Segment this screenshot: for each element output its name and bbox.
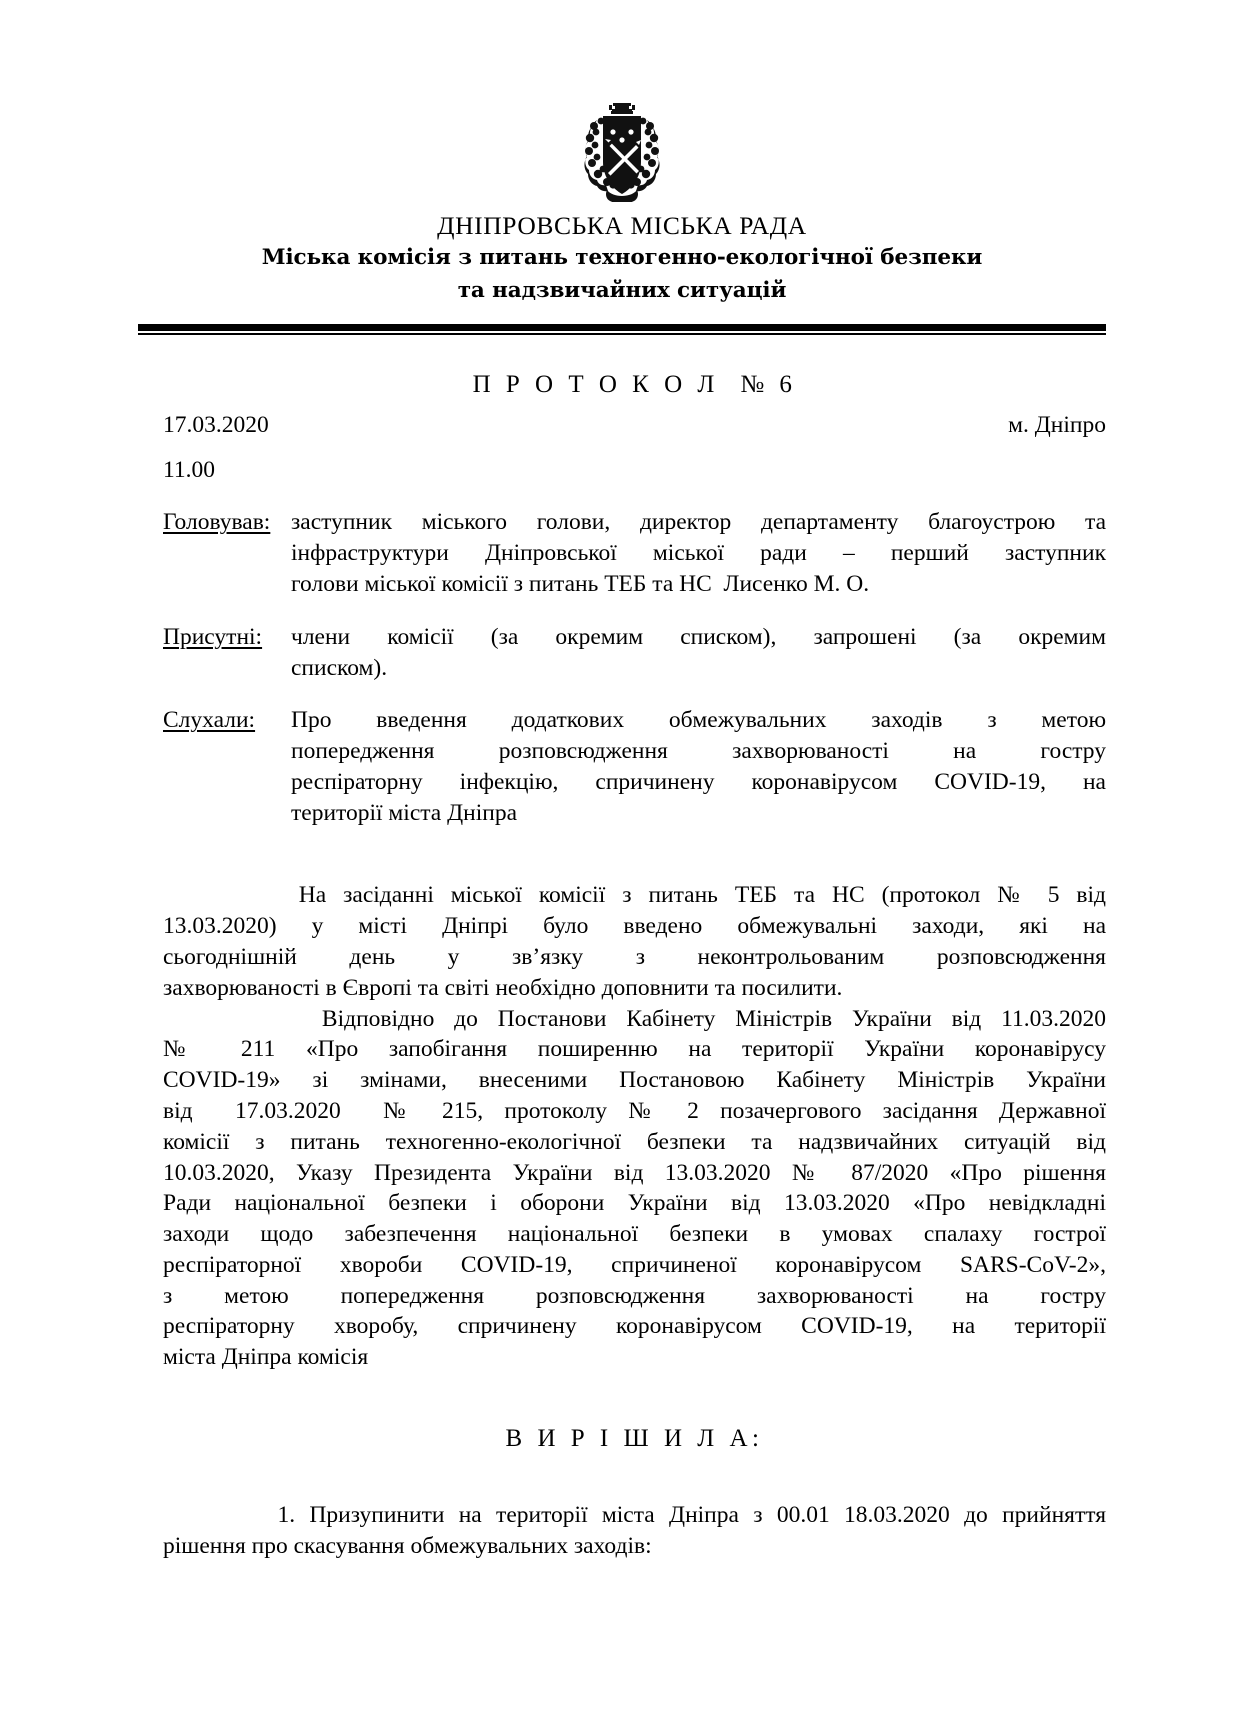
text-line: сьогоднішній день у зв’язку з неконтрольованим розповсюдження	[163, 944, 1106, 971]
text-line: голови міської комісії з питань ТЕБ та НС Лисенко М. О.	[291, 571, 870, 598]
text-line: COVID-19» зі змінами, внесеними Постановою Кабінету Міністрів України	[163, 1067, 1106, 1094]
commission-title-line-2: та надзвичайних ситуацій	[457, 277, 787, 303]
text-line: Ради національної безпеки і оборони України від 13.03.2020 «Про невідкладні	[163, 1190, 1106, 1217]
document-place: м. Дніпро	[1008, 411, 1106, 438]
divider-thin-line	[138, 333, 1106, 335]
text-line: від 17.03.2020 № 215, протоколу № 2 позачергового засідання Державної	[163, 1097, 1106, 1124]
field-chair-label: Головував:	[163, 509, 271, 536]
text-line: № 211 «Про запобігання поширенню на території України коронавірусу	[163, 1036, 1106, 1063]
text-line: території міста Дніпра	[291, 799, 518, 826]
divider-thick-line	[138, 324, 1106, 331]
text-line: 13.03.2020) у місті Дніпрі було введено обмежувальні заходи, які на	[163, 913, 1106, 940]
decision-heading: В И Р І Ш И Л А:	[505, 1424, 764, 1452]
text-line: заступник міського голови, директор департаменту благоустрою та	[291, 509, 1106, 536]
decision-item-1	[163, 1500, 1106, 1562]
document-body	[163, 369, 1106, 1561]
field-present-label: Присутні:	[163, 623, 263, 650]
document-date: 17.03.2020	[163, 411, 269, 438]
paragraph-legal-basis	[163, 1004, 1106, 1373]
text-line: На засіданні міської комісії з питань ТЕБ та НС (протокол № 5 від	[163, 882, 1107, 909]
text-line: Про введення додаткових обмежувальних заходів з метою	[291, 707, 1106, 734]
dnipro-coat-of-arms-icon	[563, 98, 681, 202]
text-line: члени комісії (за окремим списком), запрошені (за окремим	[291, 623, 1106, 650]
field-heard-value	[291, 705, 1106, 828]
header-divider	[138, 324, 1106, 335]
letterhead	[0, 0, 1244, 306]
protocol-title: П Р О Т О К О Л № 6	[472, 371, 797, 399]
text-line: списком).	[291, 654, 388, 681]
text-line: респіраторну інфекцію, спричинену коронавірусом COVID-19, на	[291, 768, 1106, 795]
document-meta-row	[163, 410, 1106, 441]
text-line: з метою попередження розповсюдження захворюваності на гостру	[163, 1282, 1106, 1309]
organization-name: ДНІПРОВСЬКА МІСЬКА РАДА	[437, 211, 807, 240]
document-time: 11.00	[163, 456, 216, 483]
text-line: рішення про скасування обмежувальних заходів:	[163, 1532, 652, 1559]
commission-title-line-1: Міська комісія з питань техногенно-екологічної безпеки	[261, 245, 983, 271]
body-paragraphs	[163, 880, 1106, 1373]
field-present	[163, 622, 1106, 684]
text-line: Відповідно до Постанови Кабінету Міністрів України від 11.03.2020	[163, 1005, 1106, 1032]
field-chair-value	[291, 507, 1106, 599]
decision-items	[163, 1500, 1106, 1562]
text-line: комісії з питань техногенно-екологічної безпеки та надзвичайних ситуацій від	[163, 1128, 1106, 1155]
field-present-value	[291, 622, 1106, 684]
paragraph-previous-session	[163, 880, 1106, 1003]
field-chair	[163, 507, 1106, 599]
text-line: респіраторну хворобу, спричинену коронавірусом COVID-19, на території	[163, 1313, 1106, 1340]
field-heard-label: Слухали:	[163, 707, 256, 734]
emblem-wrap	[0, 96, 1244, 202]
text-line: захворюваності в Європі та світі необхідно доповнити та посилити.	[163, 974, 843, 1001]
text-line: респіраторної хвороби COVID-19, спричиненої коронавірусом SARS-CoV-2»,	[163, 1251, 1106, 1278]
field-heard	[163, 705, 1106, 828]
text-line: інфраструктури Дніпровської міської ради – перший заступник	[291, 540, 1106, 567]
text-line: 1. Призупинити на території міста Дніпра з 00.01 18.03.2020 до прийняття	[163, 1501, 1107, 1528]
text-line: міста Дніпра комісія	[163, 1344, 369, 1371]
text-line: попередження розповсюдження захворюваності на гостру	[291, 738, 1106, 765]
text-line: 10.03.2020, Указу Президента України від 13.03.2020 № 87/2020 «Про рішення	[163, 1159, 1106, 1186]
text-line: заходи щодо забезпечення національної безпеки в умовах спалаху гострої	[163, 1221, 1106, 1248]
